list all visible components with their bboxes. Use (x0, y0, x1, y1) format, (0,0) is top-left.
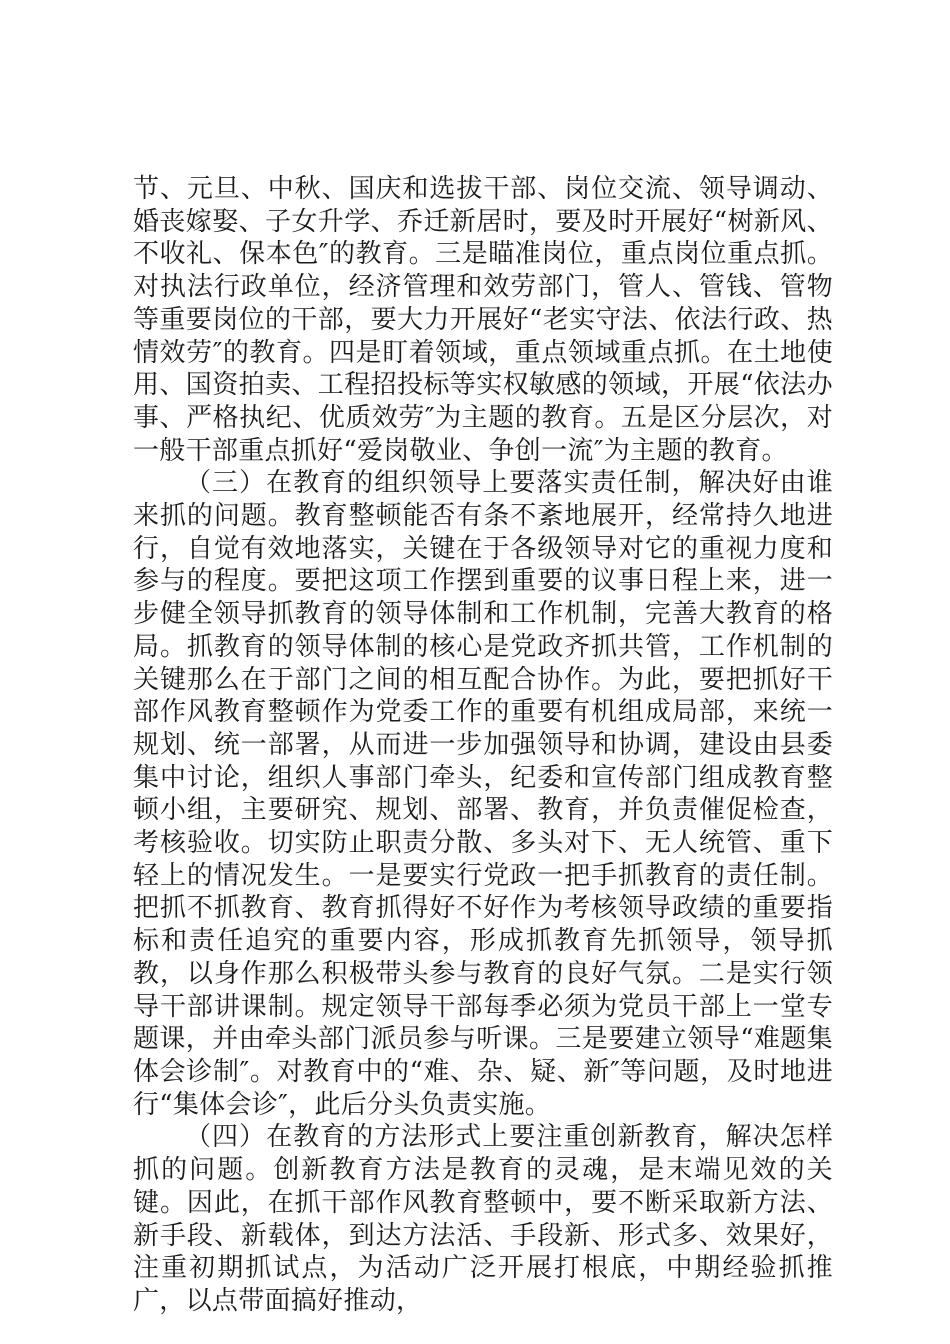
document-body (133, 173, 833, 1318)
paragraph-continuation: 节、元旦、中秋、国庆和选拔干部、岗位交流、领导调动、婚丧嫁娶、子女升学、乔迁新居时，要及时开展好“树新风、不收礼、保本色″的教育。三是瞄准岗位，重点岗位重点抓。对执法行政单位，经济管理和效劳部门，管人、管钱、管物等重要岗位的干部，要大力开展好“老实守法、依法行政、热情效劳″的教育。四是盯着领域，重点领域重点抓。在土地使用、国资拍卖、工程招投标等实权敏感的领域，开展“依法办事、严格执纪、优质效劳″为主题的教育。五是区分层次，对一般干部重点抓好“爱岗敬业、争创一流″为主题的教育。 (133, 174, 833, 466)
paragraph-section-three: （三）在教育的组织领导上要落实责任制，解决好由谁来抓的问题。教育整顿能否有条不紊地展开，经常持久地进行，自觉有效地落实，关键在于各级领导对它的重视力度和参与的程度。要把这项工作摆到重要的议事日程上来，进一步健全领导抓教育的领导体制和工作机制，完善大教育的格局。抓教育的领导体制的核心是党政齐抓共管，工作机制的关键那么在于部门之间的相互配合协作。为此，要把抓好干部作风教育整顿作为党委工作的重要有机组成局部，来统一规划、统一部署，从而进一步加强领导和协调，建设由县委集中讨论，组织人事部门牵头，纪委和宣传部门组成教育整顿小组，主要研究、规划、部署、教育，并负责催促检查，考核验收。切实防止职责分散、多头对下、无人统管、重下轻上的情况发生。一是要实行党政一把手抓教育的责任制。把抓不抓教育、教育抓得好不好作为考核领导政绩的重要指标和责任追究的重要内容，形成抓教育先抓领导，领导抓教，以身作那么积极带头参与教育的良好气氛。二是实行领导干部讲课制。规定领导干部每季必须为党员干部上一堂专题课，并由牵头部门派员参与听课。三是要建立领导“难题集体会诊制″。对教育中的“难、杂、疑、新″等问题，及时地进行“集体会诊″，此后分头负责实施。 (133, 468, 833, 1120)
paragraph-section-four: （四）在教育的方法形式上要注重创新教育，解决怎样抓的问题。创新教育方法是教育的灵魂，是末端见效的关键。因此，在抓干部作风教育整顿中，要不断采取新方法、新手段、新载体，到达方法活、手段新、形式多、效果好，注重初期抓试点，为活动广泛开展打根底，中期经验抓推广，以点带面搞好推动， (133, 1122, 833, 1316)
